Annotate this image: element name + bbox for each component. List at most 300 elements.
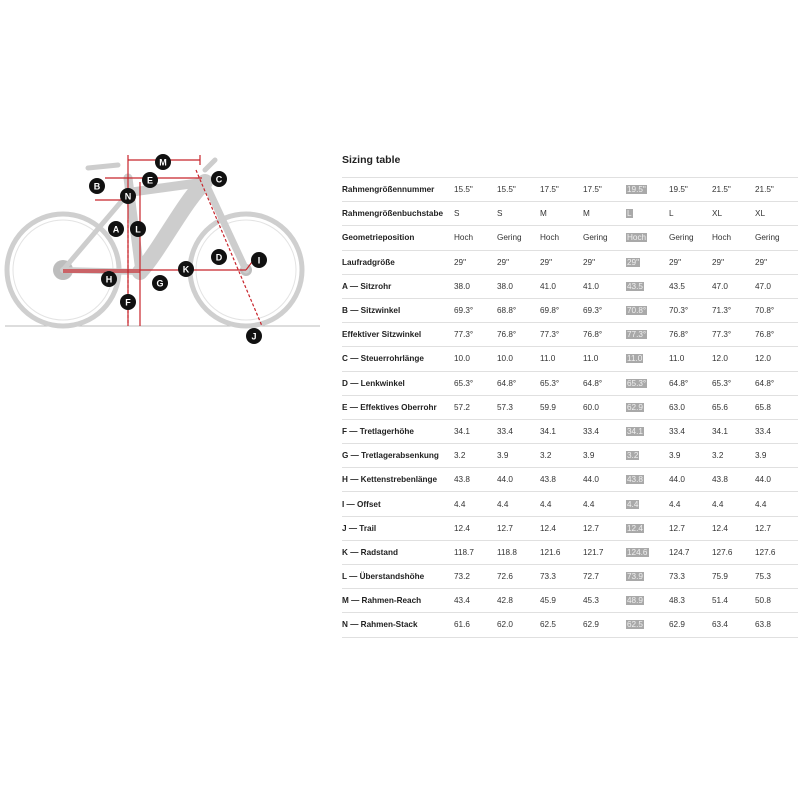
table-cell (626, 468, 669, 492)
cell-value: 15.5" (454, 185, 473, 195)
table-cell (497, 565, 540, 589)
table-cell (626, 540, 669, 564)
table-cell (669, 371, 712, 395)
cell-value: 12.7 (497, 523, 513, 533)
table-cell (540, 202, 583, 226)
table-row (342, 419, 798, 443)
table-row (342, 274, 798, 298)
table-row (342, 298, 798, 322)
cell-value: 65.3° (712, 378, 732, 388)
table-cell (626, 589, 669, 613)
table-cell (712, 516, 755, 540)
cell-value: 44.0 (497, 475, 513, 485)
row-label: C — Steuerrohrlänge (342, 347, 454, 371)
cell-value: 63.4 (712, 620, 728, 630)
table-cell (712, 298, 755, 322)
cell-value: S (454, 209, 460, 219)
table-cell (540, 492, 583, 516)
table-cell (540, 395, 583, 419)
table-cell (540, 323, 583, 347)
cell-value: 11.0 (540, 354, 556, 364)
row-label: N — Rahmen-Stack (342, 613, 454, 637)
table-cell (712, 419, 755, 443)
cell-value: 3.2 (540, 451, 552, 461)
row-label: K — Radstand (342, 540, 454, 564)
cell-value: 3.9 (669, 451, 681, 461)
cell-value: 34.1 (627, 426, 643, 436)
table-cell (540, 444, 583, 468)
svg-text:H: H (105, 274, 113, 285)
table-cell (755, 468, 798, 492)
cell-value: 77.3° (712, 330, 732, 340)
cell-value: 43.5 (627, 281, 643, 291)
cell-value: 34.1 (454, 426, 470, 436)
cell-value: 50.8 (755, 596, 771, 606)
cell-value: 43.4 (454, 596, 470, 606)
table-cell (540, 274, 583, 298)
cell-value: 11.0 (583, 354, 599, 364)
cell-value: 3.2 (627, 451, 639, 461)
table-cell (669, 298, 712, 322)
table-cell (540, 419, 583, 443)
cell-value: 118.8 (497, 547, 517, 557)
table-cell (669, 178, 712, 202)
table-cell (497, 347, 540, 371)
table-cell (497, 250, 540, 274)
cell-value: 10.0 (497, 354, 513, 364)
cell-value: Hoch (540, 233, 560, 243)
cell-value: 29" (540, 257, 553, 267)
table-cell (583, 323, 626, 347)
table-cell (712, 395, 755, 419)
cell-value: 29" (669, 257, 682, 267)
cell-value: 57.2 (454, 402, 470, 412)
cell-value: 29" (497, 257, 510, 267)
table-cell (669, 419, 712, 443)
cell-value: 76.8° (497, 330, 517, 340)
table-cell (497, 371, 540, 395)
table-cell (454, 178, 497, 202)
table-cell (669, 395, 712, 419)
table-cell (583, 516, 626, 540)
table-cell (755, 444, 798, 468)
cell-value: Hoch (712, 233, 732, 243)
cell-value: 19.5" (669, 185, 688, 195)
row-label: A — Sitzrohr (342, 274, 454, 298)
table-cell (669, 516, 712, 540)
table-cell (497, 444, 540, 468)
table-cell (497, 395, 540, 419)
table-cell (540, 540, 583, 564)
cell-value: 29" (583, 257, 596, 267)
table-cell (669, 540, 712, 564)
table-row (342, 613, 798, 637)
table-cell (755, 250, 798, 274)
row-label: Geometrieposition (342, 226, 454, 250)
row-label: M — Rahmen-Reach (342, 589, 454, 613)
cell-value: 44.0 (669, 475, 685, 485)
cell-value: 64.8° (583, 378, 603, 388)
cell-value: 59.9 (540, 402, 556, 412)
cell-value: 70.3° (669, 306, 689, 316)
table-cell (583, 226, 626, 250)
sizing-table-title: Sizing table (342, 154, 401, 166)
svg-text:M: M (159, 157, 167, 168)
table-cell (583, 565, 626, 589)
table-cell (669, 323, 712, 347)
table-cell (454, 274, 497, 298)
table-cell (583, 395, 626, 419)
cell-value: 11.0 (627, 354, 643, 364)
table-cell (755, 516, 798, 540)
table-row (342, 395, 798, 419)
cell-value: 3.9 (755, 451, 767, 461)
marker-E (142, 172, 158, 188)
table-cell (755, 298, 798, 322)
table-cell (669, 274, 712, 298)
cell-value: 71.3° (712, 306, 732, 316)
table-cell (497, 298, 540, 322)
table-cell (712, 444, 755, 468)
cell-value: 12.7 (755, 523, 771, 533)
table-cell (755, 565, 798, 589)
table-cell (454, 419, 497, 443)
cell-value: 4.4 (497, 499, 509, 509)
svg-text:C: C (215, 174, 223, 185)
marker-J (246, 328, 262, 344)
cell-value: 43.8 (712, 475, 728, 485)
table-cell (669, 347, 712, 371)
cell-value: 33.4 (755, 426, 771, 436)
cell-value: 69.8° (540, 306, 560, 316)
cell-value: 69.3° (454, 306, 474, 316)
cell-value: 38.0 (497, 281, 513, 291)
cell-value: 72.7 (583, 572, 599, 582)
svg-text:I: I (257, 255, 261, 266)
cell-value: 70.8° (755, 306, 775, 316)
cell-value: 77.3° (454, 330, 474, 340)
table-cell (540, 565, 583, 589)
row-label: F — Tretlagerhöhe (342, 419, 454, 443)
table-cell (454, 250, 497, 274)
table-cell (497, 202, 540, 226)
table-cell (583, 250, 626, 274)
table-cell (755, 323, 798, 347)
table-cell (669, 613, 712, 637)
table-cell (583, 298, 626, 322)
table-cell (454, 613, 497, 637)
bike-geometry-diagram (0, 140, 330, 360)
cell-value: 65.3° (454, 378, 474, 388)
cell-value: 76.8° (583, 330, 603, 340)
cell-value: 4.4 (454, 499, 466, 509)
table-cell (626, 298, 669, 322)
cell-value: 12.4 (540, 523, 556, 533)
table-cell (755, 347, 798, 371)
cell-value: 127.6 (755, 547, 776, 557)
table-cell (497, 274, 540, 298)
cell-value: 29" (712, 257, 725, 267)
table-cell (583, 202, 626, 226)
table-cell (669, 589, 712, 613)
svg-text:B: B (93, 181, 101, 192)
cell-value: 57.3 (497, 402, 513, 412)
table-cell (712, 202, 755, 226)
table-cell (712, 492, 755, 516)
cell-value: 29" (627, 257, 640, 267)
svg-text:K: K (182, 264, 190, 275)
cell-value: 3.2 (712, 451, 724, 461)
table-cell (583, 589, 626, 613)
cell-value: 73.9 (627, 572, 643, 582)
cell-value: 44.0 (583, 475, 599, 485)
cell-value: 19.5" (627, 185, 646, 195)
cell-value: 47.0 (755, 281, 771, 291)
cell-value: 38.0 (454, 281, 470, 291)
cell-value: 34.1 (540, 426, 556, 436)
table-cell (755, 419, 798, 443)
marker-F (120, 294, 136, 310)
table-cell (540, 347, 583, 371)
table-cell (755, 226, 798, 250)
table-cell (540, 250, 583, 274)
svg-text:D: D (215, 252, 223, 263)
cell-value: 77.3° (540, 330, 560, 340)
svg-text:L: L (135, 224, 141, 235)
table-cell (626, 202, 669, 226)
cell-value: 10.0 (454, 354, 470, 364)
cell-value: 12.0 (755, 354, 771, 364)
row-label: D — Lenkwinkel (342, 371, 454, 395)
cell-value: 73.2 (454, 572, 470, 582)
table-row (342, 371, 798, 395)
table-cell (583, 468, 626, 492)
table-cell (540, 589, 583, 613)
cell-value: 64.8° (497, 378, 517, 388)
table-cell (497, 468, 540, 492)
table-cell (626, 516, 669, 540)
cell-value: 43.8 (540, 475, 556, 485)
svg-text:J: J (251, 331, 257, 342)
table-cell (497, 226, 540, 250)
table-cell (712, 226, 755, 250)
marker-C (211, 171, 227, 187)
cell-value: 41.0 (583, 281, 599, 291)
table-cell (583, 419, 626, 443)
cell-value: 43.8 (454, 475, 470, 485)
table-cell (669, 468, 712, 492)
cell-value: 121.7 (583, 547, 604, 557)
table-cell (755, 371, 798, 395)
table-cell (497, 178, 540, 202)
table-cell (626, 226, 669, 250)
cell-value: 62.5 (540, 620, 556, 630)
table-cell (497, 492, 540, 516)
table-cell (626, 347, 669, 371)
table-cell (712, 540, 755, 564)
table-cell (583, 347, 626, 371)
table-row (342, 468, 798, 492)
cell-value: 45.3 (583, 596, 599, 606)
cell-value: 21.5" (755, 185, 774, 195)
cell-value: XL (755, 209, 766, 219)
cell-value: 61.6 (454, 620, 470, 630)
cell-value: 75.9 (712, 572, 728, 582)
table-cell (626, 371, 669, 395)
sizing-table-body (342, 178, 798, 638)
cell-value: 33.4 (669, 426, 685, 436)
row-label: B — Sitzwinkel (342, 298, 454, 322)
cell-value: 64.8° (669, 378, 689, 388)
cell-value: 11.0 (669, 354, 685, 364)
table-cell (755, 613, 798, 637)
cell-value: 4.4 (540, 499, 552, 509)
cell-value: 76.8° (669, 330, 689, 340)
table-cell (583, 492, 626, 516)
cell-value: 47.0 (712, 281, 728, 291)
cell-value: 4.4 (669, 499, 681, 509)
cell-value: 12.0 (712, 354, 728, 364)
cell-value: 124.7 (669, 547, 690, 557)
table-cell (454, 202, 497, 226)
table-cell (583, 178, 626, 202)
table-cell (583, 274, 626, 298)
table-cell (540, 468, 583, 492)
cell-value: 60.0 (583, 402, 599, 412)
cell-value: 12.4 (454, 523, 470, 533)
table-cell (626, 250, 669, 274)
table-cell (497, 613, 540, 637)
table-cell (626, 492, 669, 516)
cell-value: 45.9 (540, 596, 556, 606)
cell-value: 64.8° (755, 378, 775, 388)
cell-value: 62.9 (627, 402, 643, 412)
table-cell (669, 444, 712, 468)
cell-value: 48.3 (669, 596, 685, 606)
row-label: I — Offset (342, 492, 454, 516)
cell-value: 75.3 (755, 572, 771, 582)
table-cell (755, 589, 798, 613)
cell-value: M (583, 209, 590, 219)
table-cell (454, 371, 497, 395)
table-cell (540, 178, 583, 202)
marker-N (120, 188, 136, 204)
cell-value: 65.6 (712, 402, 728, 412)
row-label: Laufradgröße (342, 250, 454, 274)
cell-value: 70.8° (627, 306, 647, 316)
table-cell (755, 540, 798, 564)
marker-K (178, 261, 194, 277)
cell-value: M (540, 209, 547, 219)
cell-value: 29" (454, 257, 467, 267)
cell-value: 33.4 (583, 426, 599, 436)
row-label: Effektiver Sitzwinkel (342, 323, 454, 347)
table-cell (497, 419, 540, 443)
cell-value: 12.7 (583, 523, 599, 533)
table-cell (669, 202, 712, 226)
table-cell (454, 444, 497, 468)
cell-value: 21.5" (712, 185, 731, 195)
cell-value: Hoch (627, 233, 647, 243)
cell-value: 77.3° (627, 330, 647, 340)
table-cell (626, 419, 669, 443)
table-cell (712, 565, 755, 589)
table-cell (755, 202, 798, 226)
marker-I (251, 252, 267, 268)
table-row (342, 178, 798, 202)
cell-value: L (669, 209, 674, 219)
table-cell (583, 444, 626, 468)
table-cell (454, 347, 497, 371)
cell-value: 69.3° (583, 306, 603, 316)
table-cell (712, 178, 755, 202)
table-cell (540, 226, 583, 250)
cell-value: 62.9 (669, 620, 685, 630)
table-cell (454, 226, 497, 250)
marker-M (155, 154, 171, 170)
table-cell (755, 395, 798, 419)
table-cell (540, 516, 583, 540)
row-label: G — Tretlagerabsenkung (342, 444, 454, 468)
cell-value: 124.6 (627, 547, 648, 557)
cell-value: 17.5" (540, 185, 559, 195)
svg-text:A: A (112, 224, 120, 235)
cell-value: 4.4 (712, 499, 724, 509)
table-cell (497, 323, 540, 347)
table-row (342, 323, 798, 347)
cell-value: 73.3 (540, 572, 556, 582)
cell-value: 44.0 (755, 475, 771, 485)
marker-H (101, 271, 117, 287)
table-cell (454, 540, 497, 564)
cell-value: 51.4 (712, 596, 728, 606)
cell-value: 118.7 (454, 547, 474, 557)
table-cell (626, 565, 669, 589)
table-row (342, 444, 798, 468)
cell-value: 68.8° (497, 306, 517, 316)
table-cell (669, 492, 712, 516)
cell-value: 12.7 (669, 523, 685, 533)
table-cell (583, 540, 626, 564)
row-label: L — Überstandshöhe (342, 565, 454, 589)
cell-value: 63.8 (755, 620, 771, 630)
table-cell (583, 613, 626, 637)
cell-value: 43.8 (627, 475, 643, 485)
cell-value: 3.9 (497, 451, 509, 461)
table-cell (454, 589, 497, 613)
cell-value: 3.2 (454, 451, 466, 461)
cell-value: 62.5 (627, 620, 643, 630)
marker-A (108, 221, 124, 237)
table-cell (626, 395, 669, 419)
cell-value: 48.9 (627, 596, 643, 606)
table-cell (497, 589, 540, 613)
table-cell (626, 444, 669, 468)
cell-value: 65.8 (755, 402, 771, 412)
table-cell (712, 589, 755, 613)
cell-value: 17.5" (583, 185, 602, 195)
table-cell (669, 250, 712, 274)
table-row (342, 202, 798, 226)
cell-value: Hoch (454, 233, 474, 243)
table-row (342, 347, 798, 371)
marker-L (130, 221, 146, 237)
table-cell (540, 298, 583, 322)
table-cell (497, 516, 540, 540)
cell-value: 42.8 (497, 596, 513, 606)
table-cell (712, 274, 755, 298)
table-cell (712, 371, 755, 395)
